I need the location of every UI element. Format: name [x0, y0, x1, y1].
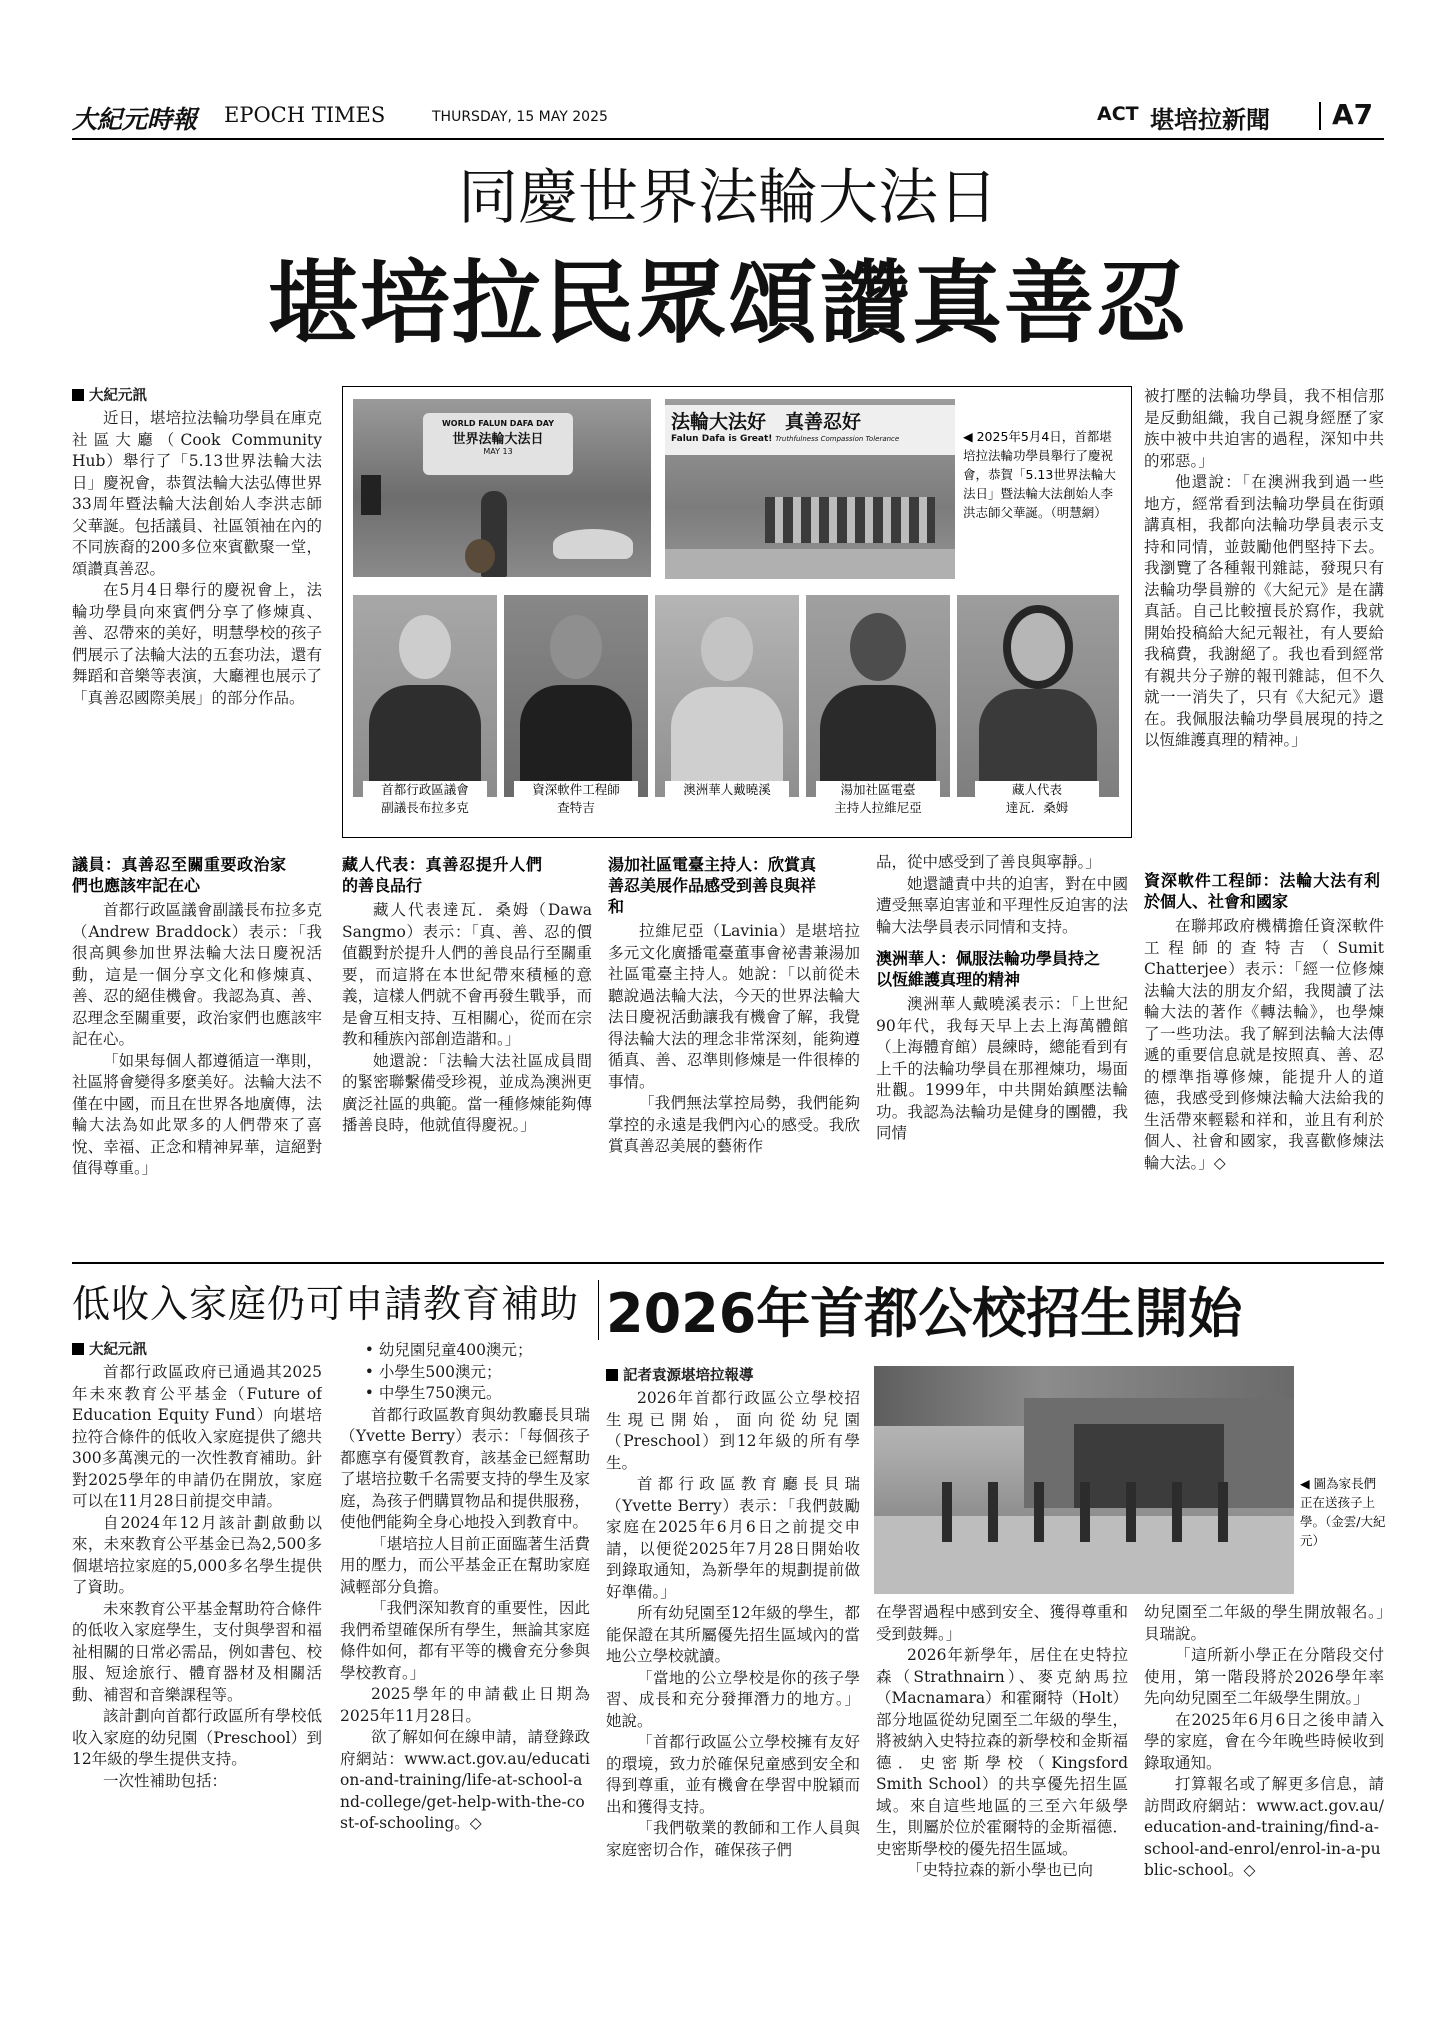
paragraph: 2025學年的申請截止日期為2025年11月28日。	[340, 1685, 590, 1725]
paragraph: 在5月4日舉行的慶祝會上，法輪功學員向來賓們分享了修煉真、善、忍帶來的美好，明慧學校的孩子們展示了法輪大法的五套功法，還有舞蹈和音樂等表演，大廳裡也展示了「真善忍國際美展」的部分作品。	[72, 581, 322, 707]
paragraph: 「這所新小學正在分階段交付使用，第一階段將於2026學年率先向幼兒園至二年級學生開放。」	[1144, 1646, 1384, 1707]
paragraph: 首都行政區議會副議長布拉多克（Andrew Braddock）表示：「我很高興參加世界法輪大法日慶祝活動，這是一個分享文化和修煉真、善、忍的絕佳機會。我認為真、善、忍理念至關重要，政治家們也應該牢記在心。	[72, 901, 322, 1048]
paragraph: 自2024年12月該計劃啟動以來，未來教育公平基金已為2,500多個堪培拉家庭的5,000多名學生提供了資助。	[72, 1513, 322, 1596]
bullet-item: • 幼兒園兒童400澳元；	[364, 1341, 533, 1359]
subsidy-col1	[72, 1340, 322, 1960]
masthead-logo-cn: 大紀元時報	[72, 105, 198, 134]
portrait-caption: 湯加社區電臺 主持人拉維尼亞	[816, 781, 940, 825]
paragraph: 「我們敬業的教師和工作人員與家庭密切合作，確保孩子們	[606, 1819, 860, 1859]
lotus-decoration	[553, 529, 633, 559]
paragraph: 近日，堪培拉法輪功學員在庫克社區大廳（Cook Community Hub）舉行了「5.13世界法輪大法日」慶祝會，恭賀法輪大法弘傳世界33周年暨法輪大法創始人李洪志師父華誕。包括議員、社區領袖在內的不同族裔的200多位來賓歡聚一堂，頌讚真善忍。	[72, 409, 322, 578]
enrol-col1	[606, 1366, 860, 1966]
school-photo-caption: ◀ 圖為家長們正在送孩子上學。（金雲/大紀元）	[1300, 1476, 1386, 1548]
paragraph: 「堪培拉人目前正面臨著生活費用的壓力，而公平基金正在幫助家庭減輕部分負擔。	[340, 1534, 590, 1596]
masthead	[72, 100, 1384, 138]
subsidy-source: 大紀元訊	[89, 1342, 147, 1358]
school-photo	[874, 1366, 1294, 1594]
portrait-caption: 澳洲華人戴曉溪	[665, 781, 789, 825]
paragraph: 「我們無法掌控局勢，我們能夠掌控的永遠是我們內心的感受。我欣賞真善忍美展的藝術作	[608, 1094, 860, 1155]
guitar-shape	[465, 539, 495, 573]
enrol-headline: 2026年首都公校招生開始	[606, 1282, 1243, 1345]
subsidy-headline: 低收入家庭仍可申請教育補助	[72, 1282, 580, 1326]
subheading: 資深軟件工程師：法輪大法有利於個人、社會和國家	[1144, 871, 1380, 911]
paragraph: 一次性補助包括：	[103, 1771, 228, 1790]
photo-caption: ◀ 2025年5月4日，首都堪培拉法輪功學員舉行了慶祝會，恭賀「5.13世界法輪大法日」暨法輪大法創始人李洪志師父華誕。（明慧網）	[963, 427, 1119, 522]
paragraph: 在聯邦政府機構擔任資深軟件工程師的查特吉（Sumit Chatterjee）表示：「經一位修煉法輪大法的朋友介紹，我閱讀了法輪大法的著作《轉法輪》，也學煉了一些功法。我了解到法輪大法傳遞的重要信息就是按照真、善、忍的標準指導修煉，能提升人的道德，我感受到修煉法輪大法給我的生活帶來輕鬆和祥和，並且有利於個人、社會和國家，我喜歡修煉法輪大法。」◇	[1144, 917, 1384, 1172]
stage-banner: WORLD FALUN DAFA DAY 世界法輪大法日 MAY 13	[423, 413, 573, 475]
paragraph: 首都行政區教育廳長貝瑞（Yvette Berry）表示：「我們鼓勵家庭在2025年6月6日之前提交申請，以便從2025年7月28日開始收到錄取通知，為新學年的規劃提前做好準備。」	[606, 1475, 860, 1601]
portrait-caption: 藏人代表 達瓦．桑姆	[975, 781, 1099, 825]
paragraph: 2026年新學年，居住在史特拉森（Strathnairn）、麥克納馬拉（Macnamara）和霍爾特（Holt）部分地區從幼兒園至二年級的學生，將被納入史特拉森的新學校和金斯福德．史密斯學校（Kingsford Smith School）的共享優先招生區域。來自這些地區的三至六年級學生，則屬於位於霍爾特的金斯福德．史密斯學校的優先招生區域。	[876, 1646, 1128, 1858]
paragraph: 「當地的公立學校是你的孩子學習、成長和充分發揮潛力的地方。」她說。	[606, 1668, 860, 1730]
paragraph: 被打壓的法輪功學員，我不相信那是反動組織，我自己親身經歷了家族中被中共迫害的過程，深知中共的邪惡。」	[1144, 387, 1384, 470]
headline: 堪培拉民眾頌讚真善忍	[268, 250, 1188, 356]
paragraph: 打算報名或了解更多信息，請訪問政府網站：www.act.gov.au/education-and-training/find-a-school-and-enrol/enrol-in-a-public-school。◇	[1144, 1775, 1384, 1879]
section-chinese-australian	[876, 852, 1128, 1244]
masthead-divider	[1319, 102, 1321, 130]
masthead-logo-en: EPOCH TIMES	[224, 103, 386, 127]
portrait-photo-lavinia	[806, 595, 950, 797]
portrait-photo-sangmo	[957, 595, 1119, 797]
photo-box	[342, 386, 1132, 838]
section-engineer	[1144, 868, 1384, 1244]
masthead-page: A7	[1332, 100, 1374, 131]
paragraph: 該計劃向首都行政區所有學校低收入家庭的幼兒園（Preschool）到12年級的學生提供支持。	[72, 1707, 322, 1768]
paragraph: 拉維尼亞（Lavinia）是堪培拉多元文化廣播電臺董事會祕書兼湯加社區電臺主持人。她說：「以前從未聽說過法輪大法，今天的世界法輪大法日慶祝活動讓我有機會了解，我覺得法輪大法的理念非常深刻，能夠遵循真、善、忍準則修煉是一件很棒的事情。	[608, 922, 860, 1091]
subheading: 藏人代表：真善忍提升人們的善良品行	[342, 855, 542, 895]
paragraph: 藏人代表達瓦．桑姆（Dawa Sangmo）表示：「真、善、忍的價值觀對於提升人們的善良品行至關重要，而這將在本世紀帶來積極的意義，這樣人們就不會再發生戰爭，而是會互相支持、互相關心，從而在宗教和種族內部創造諧和。」	[342, 901, 592, 1048]
enrol-col3	[1144, 1602, 1384, 1962]
speaker-shape	[361, 475, 381, 515]
source-marker	[72, 389, 84, 401]
source-marker	[606, 1369, 618, 1381]
paragraph: 「如果每個人都遵循這一準則，社區將會變得多麼美好。法輪大法不僅在中國，而且在世界各地廣傳，法輪大法為如此眾多的人們帶來了喜悅、幸福、正念和精神昇華，這絕對值得尊重。」	[72, 1051, 322, 1177]
bullet-item: • 中學生750澳元。	[364, 1384, 502, 1402]
paragraph: 2026年首都行政區公立學校招生現已開始，面向從幼兒園（Preschool）到12年級的所有學生。	[606, 1389, 860, 1472]
masthead-section: 堪培拉新聞	[1150, 106, 1270, 134]
bullet-item: • 小學生500澳元；	[364, 1362, 502, 1381]
performance-banner: 法輪大法好 真善忍好 Falun Dafa is Great! Truthfulness Compassion Tolerance	[665, 405, 955, 455]
portrait-photo-dai	[655, 595, 799, 797]
subheading: 澳洲華人：佩服法輪功學員持之以恆維護真理的精神	[876, 949, 1101, 989]
paragraph: 欲了解如何在線申請，請登錄政府網站：www.act.gov.au/education-and-training/life-at-school-and-college/get-help-with-the-cost-of-schooling。◇	[340, 1728, 590, 1832]
section-tibetan	[342, 852, 592, 1244]
paragraph: 她還譴責中共的迫害，對在中國遭受無辜迫害並和平理性反迫害的法輪大法學員表示同情和支持。	[876, 874, 1128, 936]
portrait-head	[399, 615, 451, 679]
paragraph: 她還說：「法輪大法社區成員間的緊密聯繫備受珍視，並成為澳洲更廣泛社區的典範。當一種修煉能夠傳播善良時，他就值得慶祝。」	[342, 1051, 592, 1134]
paragraph: 「首都行政區公立學校擁有友好的環境，致力於確保兒童感到安全和得到尊重，並有機會在學習中脫穎而出和獲得支持。	[606, 1733, 860, 1816]
kicker: 同慶世界法輪大法日	[458, 163, 998, 233]
portrait-caption: 資深軟件工程師 查特吉	[514, 781, 638, 825]
portrait-head	[550, 615, 602, 679]
portrait-head	[701, 617, 753, 681]
section-legislator	[72, 852, 322, 1244]
portrait-photo-braddock	[353, 595, 497, 797]
stage-floor	[665, 549, 955, 579]
article-right-top	[1144, 386, 1384, 856]
paragraph: 澳洲華人戴曉溪表示：「上世紀90年代，我每天早上去上海萬體館（上海體育館）晨練時，總能看到有上千的法輪功學員在那裡煉功，場面壯觀。1999年，中共開始鎮壓法輪功。我認為法輪功是健身的團體，我同情	[876, 995, 1128, 1142]
paragraph: 所有幼兒園至12年級的學生，都能保證在其所屬優先招生區域內的當地公立學校就讀。	[606, 1604, 860, 1665]
paragraph: 幼兒園至二年級的學生開放報名。」貝瑞說。	[1144, 1603, 1384, 1643]
enrol-source: 記者袁源堪培拉報導	[623, 1368, 754, 1384]
stage-crowd	[765, 497, 935, 543]
portrait-head	[850, 613, 906, 681]
paragraph: 首都行政區教育與幼教廳長貝瑞（Yvette Berry）表示：「每個孩子都應享有優質教育，該基金已經幫助了堪培拉數千名需要支持的學生及家庭，為孩子們購買物品和提供服務，使他們能夠全身心地投入到教育中。	[340, 1405, 590, 1531]
column-divider	[598, 1280, 599, 1340]
source-marker	[72, 1343, 84, 1355]
celebration-photo-stage	[353, 399, 651, 577]
masthead-rule	[72, 138, 1384, 140]
section-divider	[72, 1262, 1384, 1264]
paragraph: 首都行政區政府已通過其2025年未來教育公平基金（Future of Education Equity Fund）向堪培拉符合條件的低收入家庭提供了總共300多萬澳元的一次性教育補助。針對2025學年的申請仍在開放，家庭可以在11月28日前提交申請。	[72, 1363, 322, 1510]
paragraph: 在2025年6月6日之後申請入學的家庭，會在今年晚些時候收到錄取通知。	[1144, 1710, 1384, 1772]
paragraph: 未來教育公平基金幫助符合條件的低收入家庭學生，支付與學習和福祉相關的日常必需品，例如書包、校服、短途旅行、體育器材及相關活動、補習和音樂課程等。	[72, 1599, 322, 1704]
family-figures	[924, 1482, 1254, 1542]
paragraph: 他還說：「在澳洲我到過一些地方，經常看到法輪功學員在街頭講真相，我都向法輪功學員表示支持和同情，並鼓勵他們堅持下去。我瀏覽了各種報刊雜誌，發現只有法輪功學員辦的《大紀元》是在講真話。自己比較擅長於寫作，我就開始投稿給大紀元報社，有人要給我稿費，我謝絕了。我也看到經常有親共分子辦的報刊雜誌，但不久就一一消失了，只有《大紀元》還在。我佩服法輪功學員展現的持之以恆維護真理的精神。」	[1144, 473, 1384, 749]
portrait-caption: 首都行政區議會 副議長布拉多克	[363, 781, 487, 825]
portrait-head	[1011, 613, 1065, 681]
section-tonga-radio	[608, 852, 860, 1244]
paragraph: 品，從中感受到了善良與寧靜。」	[876, 853, 1101, 871]
enrol-col2	[876, 1602, 1128, 1962]
masthead-date: THURSDAY, 15 MAY 2025	[432, 109, 608, 125]
subheading: 湯加社區電臺主持人：欣賞真善忍美展作品感受到善良與祥和	[608, 855, 817, 916]
portrait-photo-chatterjee	[504, 595, 648, 797]
masthead-region: ACT	[1097, 103, 1139, 125]
subsidy-col2	[340, 1340, 590, 1960]
subheading: 議員：真善忍至關重要政治家們也應該牢記在心	[72, 855, 286, 895]
paragraph: 「史特拉森的新小學也已向	[907, 1861, 1094, 1879]
paragraph: 在學習過程中感到安全、獲得尊重和受到鼓舞。」	[876, 1603, 1128, 1643]
paragraph: 「我們深知教育的重要性，因此我們希望確保所有學生，無論其家庭條件如何，都有平等的機會充分參與學校教育。」	[340, 1599, 590, 1682]
article-source: 大紀元訊	[89, 388, 147, 404]
article-intro	[72, 386, 322, 826]
celebration-photo-performance	[665, 399, 955, 579]
